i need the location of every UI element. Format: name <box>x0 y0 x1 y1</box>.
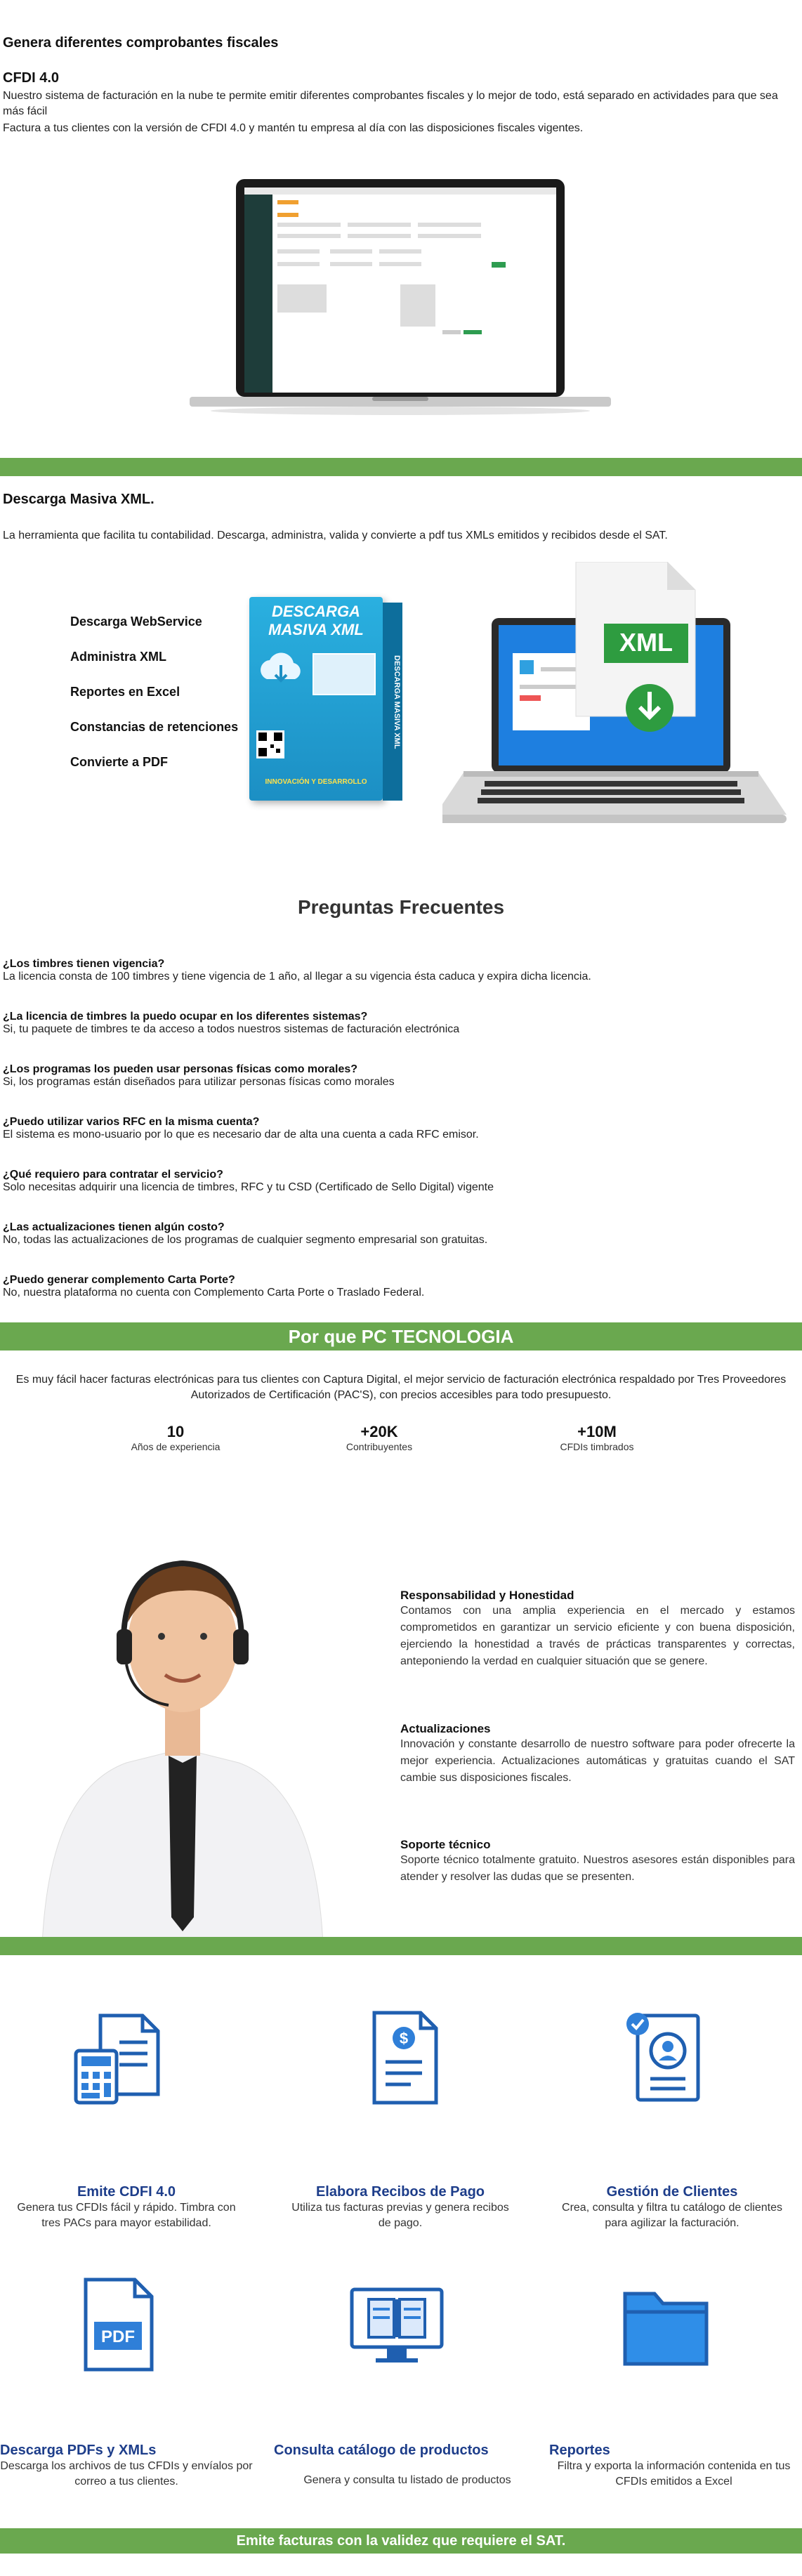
faq-answer: No, todas las actualizaciones de los programas de cualquier segmento empresarial son gratuitas. <box>3 1234 488 1246</box>
service-card <box>542 2184 802 2231</box>
service-desc: Descarga los archivos de tus CFDIs y envíalos por correo a tus clientes. <box>0 2460 253 2488</box>
faq-answer: Solo necesitas adquirir una licencia de timbres, RFC y tu CSD (Certificado de Sello Digital) vigente <box>3 1181 494 1193</box>
stat-contribuyentes: +20K Contribuyentes <box>346 1423 413 1452</box>
faq-question: ¿Los programas los pueden usar personas físicas como morales? <box>3 1063 358 1075</box>
why-intro: Es muy fácil hacer facturas electrónicas para tus clientes con Captura Digital, el mejor servicio de facturación electrónica respaldado por Tres Proveedores Autorizados de Certificación (PAC'S), con precios accesibles para todo presupuesto. <box>15 1374 787 1401</box>
faq-question: ¿Las actualizaciones tienen algún costo? <box>3 1221 225 1233</box>
box-title-2: MASIVA XML <box>268 621 364 638</box>
svg-text:$: $ <box>399 2030 409 2047</box>
faq-answer: Si, tu paquete de timbres te da acceso a todos nuestros sistemas de facturación electrónica <box>3 1023 460 1035</box>
service-card <box>274 2184 527 2231</box>
service-title: Elabora Recibos de Pago <box>315 2184 485 2200</box>
service-card <box>549 2443 798 2490</box>
feature-item: Constancias de retenciones <box>70 720 239 734</box>
support-agent-photo <box>28 1524 337 1945</box>
service-title: Gestión de Clientes <box>606 2184 738 2200</box>
service-card <box>0 2443 267 2490</box>
box-title-1: DESCARGA <box>272 603 360 620</box>
descarga-desc: La herramienta que facilita tu contabilidad. Descarga, administra, valida y convierte a pdf tus XMLs emitidos y recibidos desde el SAT. <box>3 530 668 541</box>
service-title: Consulta catálogo de productos <box>274 2443 489 2458</box>
service-title: Emite CDFI 4.0 <box>77 2184 176 2200</box>
why-points <box>400 1589 795 1886</box>
client-profile-icon <box>617 2009 715 2107</box>
why-point-title: Actualizaciones <box>400 1722 491 1735</box>
service-desc: Crea, consulta y filtra tu catálogo de clientes para agilizar la facturación. <box>562 2202 782 2229</box>
why-point-text: Contamos con una amplia experiencia en el mercado y estamos comprometidos en garantizar un servicio eficiente y con buena disposición, ejerciendo la honestidad a través de prácticas transparentes y correctas, anteponiendo la verdad en cualquier situación que se genere. <box>400 1605 795 1667</box>
service-card <box>274 2443 541 2488</box>
service-title: Reportes <box>549 2443 610 2458</box>
xml-badge: XML <box>619 628 673 657</box>
footer-banner: Emite facturas con la validez que requiere el SAT. <box>0 2528 802 2554</box>
cfdi-section-title: Genera diferentes comprobantes fiscales <box>3 35 279 51</box>
qr-code-icon <box>256 730 284 758</box>
product-catalog-icon <box>348 2275 446 2374</box>
box-side-label: DESCARGA MASIVA XML <box>393 655 401 749</box>
why-point <box>400 1722 795 1838</box>
feature-list <box>70 604 253 780</box>
faq-question: ¿Puedo generar complemento Carta Porte? <box>3 1274 235 1286</box>
faq-item <box>3 1063 799 1116</box>
faq-answer: Si, los programas están diseñados para utilizar personas físicas como morales <box>3 1076 395 1088</box>
stats-row <box>105 1423 667 1462</box>
faq-list <box>3 958 799 1327</box>
faq-question: ¿Qué requiero para contratar el servicio? <box>3 1169 223 1181</box>
product-box-image <box>249 597 404 801</box>
service-desc: Utiliza tus facturas previas y genera recibos de pago. <box>291 2202 509 2229</box>
invoice-calculator-icon <box>69 2009 167 2107</box>
feature-item: Convierte a PDF <box>70 755 169 769</box>
stat-years: 10 Años de experiencia <box>131 1423 221 1452</box>
divider-bar-1 <box>0 458 802 476</box>
cfdi-subtitle: CFDI 4.0 <box>3 70 60 86</box>
why-point-text: Innovación y constante desarrollo de nuestro software para poder ofrecerte la mejor experiencia. Actualizaciones automáticas y gratuitas cuando el SAT cambie sus disposiciones fiscales. <box>400 1738 795 1784</box>
why-point <box>400 1589 795 1722</box>
faq-item <box>3 1274 799 1327</box>
why-point-title: Soporte técnico <box>400 1838 491 1851</box>
service-desc: Filtra y exporta la información contenida en tus CFDIs emitidos a Excel <box>557 2460 791 2488</box>
service-title: Descarga PDFs y XMLs <box>0 2443 157 2458</box>
faq-item <box>3 1011 799 1063</box>
feature-item: Reportes en Excel <box>70 685 180 699</box>
faq-question: ¿Puedo utilizar varios RFC en la misma cuenta? <box>3 1116 260 1128</box>
box-footer: INNOVACIÓN Y DESARROLLO <box>265 778 367 786</box>
cfdi-desc-1: Nuestro sistema de facturación en la nube te permite emitir diferentes comprobantes fiscales y lo mejor de todo, está separado en actividades para que sea más fácil <box>3 90 778 117</box>
service-desc: Genera tus CFDIs fácil y rápido. Timbra con tres PACs para mayor estabilidad. <box>17 2202 236 2229</box>
why-point-title: Responsabilidad y Honestidad <box>400 1589 574 1602</box>
faq-answer: No, nuestra plataforma no cuenta con Complemento Carta Porte o Traslado Federal. <box>3 1287 425 1299</box>
faq-item <box>3 1169 799 1221</box>
why-banner: Por que PC TECNOLOGIA <box>0 1322 802 1351</box>
faq-question: ¿La licencia de timbres la puedo ocupar en los diferentes sistemas? <box>3 1011 368 1023</box>
faq-answer: La licencia consta de 100 timbres y tiene vigencia de 1 año, al llegar a su vigencia ésta caduca y expira dicha licencia. <box>3 971 591 983</box>
stat-cfdis: +10M CFDIs timbrados <box>560 1423 634 1452</box>
faq-item <box>3 1116 799 1169</box>
faq-title: Preguntas Frecuentes <box>297 896 505 918</box>
faq-item <box>3 1221 799 1274</box>
service-desc: Genera y consulta tu listado de productos <box>303 2474 511 2486</box>
service-card <box>0 2184 253 2231</box>
faq-answer: El sistema es mono-usuario por lo que es necesario dar de alta una cuenta a cada RFC emisor. <box>3 1129 479 1141</box>
why-point-text: Soporte técnico totalmente gratuito. Nuestros asesores están disponibles para atender y resolver las dudas que se presenten. <box>400 1854 795 1883</box>
why-point <box>400 1838 795 1886</box>
feature-item: Descarga WebService <box>70 615 202 629</box>
descarga-title: Descarga Masiva XML. <box>3 492 155 507</box>
cloud-download-icon <box>256 648 305 697</box>
divider-bar-2 <box>0 1937 802 1955</box>
cfdi-desc-2: Factura a tus clientes con la versión de CFDI 4.0 y mantén tu empresa al día con las disposiciones fiscales vigentes. <box>3 122 584 134</box>
faq-question: ¿Los timbres tienen vigencia? <box>3 958 165 970</box>
svg-text:PDF: PDF <box>101 2327 135 2346</box>
folder-icon <box>617 2275 715 2374</box>
pdf-file-icon <box>69 2275 167 2374</box>
laptop-screenshot <box>190 179 611 418</box>
faq-item <box>3 958 799 1011</box>
payment-receipt-icon <box>355 2009 453 2107</box>
xml-laptop-image <box>442 562 794 857</box>
feature-item: Administra XML <box>70 650 167 664</box>
